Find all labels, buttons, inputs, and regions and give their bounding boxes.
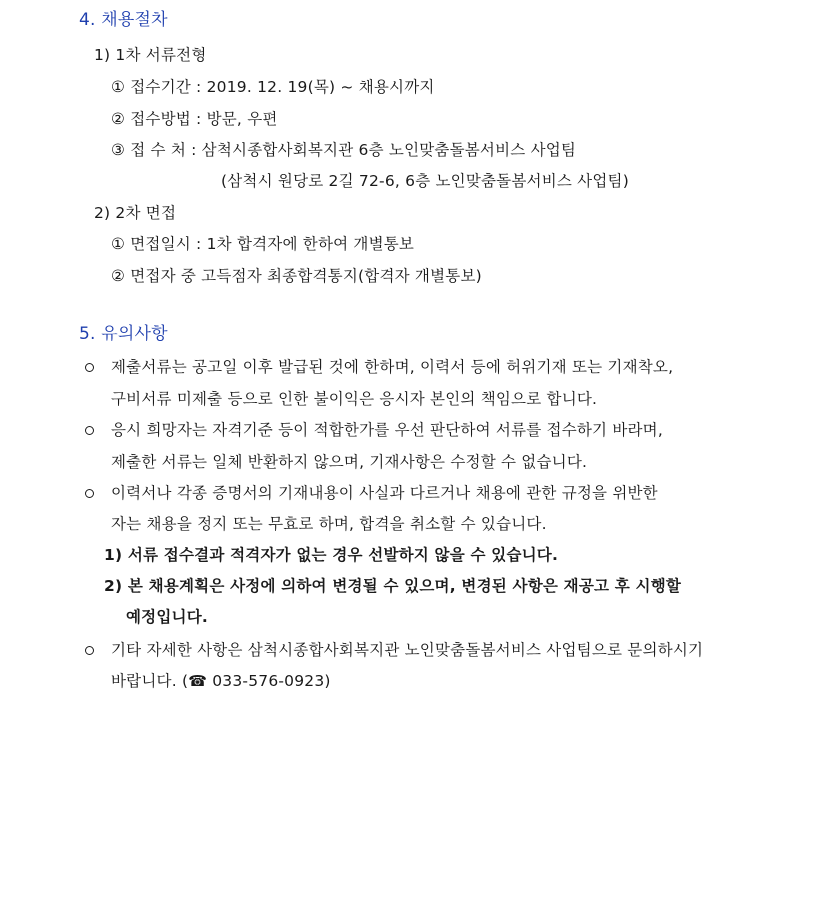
notice-4-line-1: 기타 자세한 사항은 삼척시종합사회복지관 노인맞춤돌봄서비스 사업팀으로 문의하시기: [111, 641, 704, 659]
notice-4-line-2-text: 바랍니다. (: [111, 672, 189, 690]
step-1-item-period: ① 접수기간 : 2019. 12. 19(목) ~ 채용시까지: [111, 78, 435, 96]
section-4-title: 4. 채용절차: [79, 10, 168, 30]
notice-3-line-2: 자는 채용을 정지 또는 무효로 하며, 합격을 취소할 수 있습니다.: [111, 515, 547, 533]
hollow-circle-bullet-icon: [85, 426, 94, 435]
notice-1-line-2: 구비서류 미제출 등으로 인한 불이익은 응시자 본인의 책임으로 합니다.: [111, 390, 598, 408]
notice-3-sub-1: 1) 서류 접수결과 적격자가 없는 경우 선발하지 않을 수 있습니다.: [104, 546, 559, 564]
telephone-icon: ☎: [188, 672, 208, 690]
step-2-item-schedule: ① 면접일시 : 1차 합격자에 한하여 개별통보: [111, 235, 415, 253]
hollow-circle-bullet-icon: [85, 363, 94, 372]
notice-3-sub-2-line-2: 예정입니다.: [126, 608, 208, 626]
notice-2-line-2: 제출한 서류는 일체 반환하지 않으며, 기재사항은 수정할 수 없습니다.: [111, 453, 588, 471]
notice-3-line-1: 이력서나 각종 증명서의 기재내용이 사실과 다르거나 채용에 관한 규정을 위반한: [111, 484, 658, 502]
notice-4-line-2: [111, 671, 331, 691]
step-1-item-place: ③ 접 수 처 : 삼척시종합사회복지관 6층 노인맞춤돌봄서비스 사업팀: [111, 141, 577, 159]
step-2-title: 2) 2차 면접: [94, 204, 177, 222]
hollow-circle-bullet-icon: [85, 489, 94, 498]
notice-1-line-1: 제출서류는 공고일 이후 발급된 것에 한하며, 이력서 등에 허위기재 또는 기재착오,: [111, 358, 674, 376]
step-2-item-final: ② 면접자 중 고득점자 최종합격통지(합격자 개별통보): [111, 267, 482, 285]
phone-number: 033-576-0923): [207, 672, 331, 690]
notice-2-line-1: 응시 희망자는 자격기준 등이 적합한가를 우선 판단하여 서류를 접수하기 바라며,: [111, 421, 663, 439]
notice-3-sub-2-line-1: 2) 본 채용계획은 사정에 의하여 변경될 수 있으며, 변경된 사항은 재공고 후 시행할: [104, 577, 682, 595]
section-5-title: 5. 유의사항: [79, 324, 168, 344]
step-1-item-method: ② 접수방법 : 방문, 우편: [111, 110, 278, 128]
hollow-circle-bullet-icon: [85, 646, 94, 655]
step-1-item-address: (삼척시 원당로 2길 72-6, 6층 노인맞춤돌봄서비스 사업팀): [221, 172, 629, 190]
step-1-title: 1) 1차 서류전형: [94, 46, 207, 64]
